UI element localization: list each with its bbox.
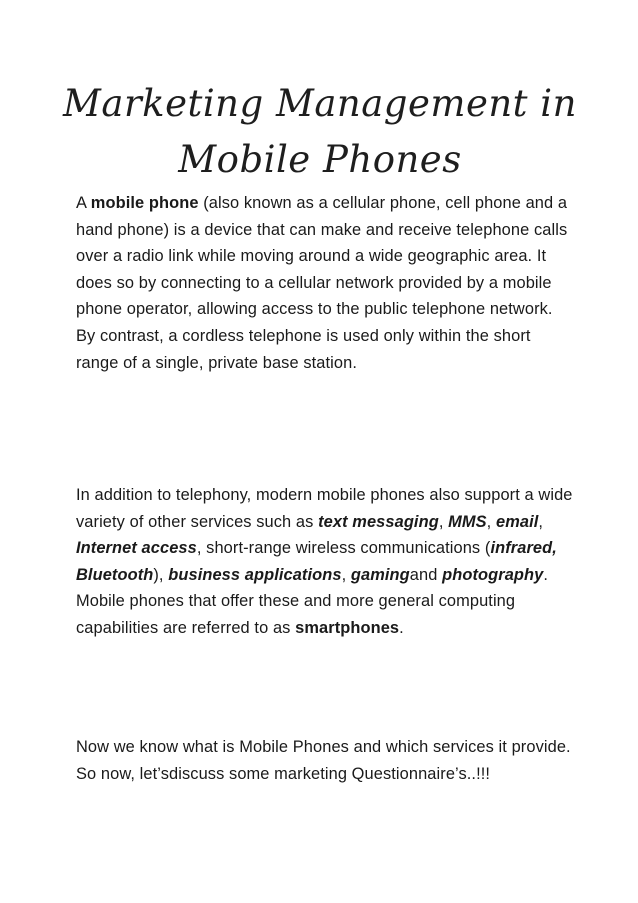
bold-term-mobile-phone: mobile phone bbox=[90, 194, 199, 212]
paragraph-text: , bbox=[538, 512, 544, 531]
paragraph-text: , short-range wireless communications ( bbox=[196, 539, 491, 558]
title-line-1: Marketing Management in bbox=[63, 82, 577, 125]
paragraph-closing: Now we know what is Mobile Phones and which services it provide. So now, let’sdiscuss some marketing Questionnaire’s..!!! bbox=[76, 738, 571, 783]
term-business-applications: business applications bbox=[168, 565, 342, 584]
paragraph-definition bbox=[76, 190, 576, 376]
paragraph-services bbox=[76, 482, 576, 642]
title-line-2: Mobile Phones bbox=[178, 138, 462, 181]
paragraph-text: In addition to telephony, modern mobile phones also support a wide variety of other services such as bbox=[76, 486, 573, 531]
paragraph-text: , bbox=[438, 512, 449, 531]
term-gaming: gaming bbox=[350, 565, 410, 584]
paragraph-text: (also known as a cellular phone, cell phone and a hand phone) is a device that can make and receive telephone calls over a radio link while moving around a wide geographic area. It does so by connecting to a cellular network provided by a mobile phone operator, allowing access to the public telephone network. By contrast, a cordless telephone is used only within the short range of a single, private base station. bbox=[76, 194, 568, 372]
term-text-messaging: text messaging bbox=[318, 512, 439, 531]
page-title bbox=[60, 76, 580, 188]
paragraph-text: , bbox=[486, 512, 496, 531]
term-photography: photography bbox=[442, 565, 544, 584]
term-email: email bbox=[495, 512, 539, 531]
paragraph-text: . Mobile phones that offer these and more general computing capabilities are referred to as bbox=[76, 565, 549, 637]
paragraph-text: , bbox=[341, 565, 351, 584]
term-internet-access: Internet access bbox=[76, 539, 197, 558]
bold-term-smartphones: smartphones bbox=[295, 618, 400, 637]
term-mms: MMS bbox=[448, 512, 487, 531]
paragraph-text: and bbox=[409, 565, 443, 584]
paragraph-text: ), bbox=[153, 565, 169, 584]
paragraph-text: . bbox=[399, 618, 404, 637]
paragraph-text: A bbox=[76, 194, 91, 212]
term-infrared-bluetooth: infrared, Bluetooth bbox=[76, 539, 557, 584]
